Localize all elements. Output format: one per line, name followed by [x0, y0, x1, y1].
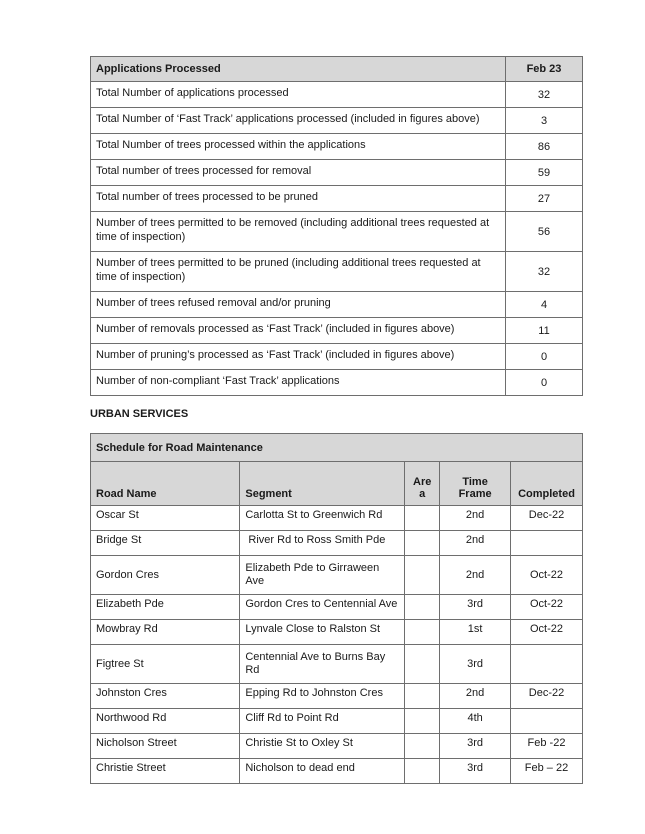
- table-row: [91, 108, 583, 134]
- application-metric-value: 32: [506, 82, 583, 108]
- application-metric-value: 27: [506, 186, 583, 212]
- application-metric-label: Total number of trees processed for removal: [91, 160, 506, 186]
- time-frame-cell: 3rd: [440, 595, 511, 620]
- application-metric-value: 0: [506, 344, 583, 370]
- table-row: [91, 134, 583, 160]
- table-row: [91, 684, 583, 709]
- completed-cell: [511, 709, 583, 734]
- road-name-cell: Northwood Rd: [91, 709, 240, 734]
- area-cell: [405, 645, 440, 684]
- table-row: [91, 506, 583, 531]
- road-name-cell: Bridge St: [91, 531, 240, 556]
- applications-header-label: Applications Processed: [91, 57, 506, 82]
- completed-cell: Oct-22: [511, 595, 583, 620]
- table-row: [91, 734, 583, 759]
- application-metric-label: Total number of trees processed to be pruned: [91, 186, 506, 212]
- completed-cell: Dec-22: [511, 684, 583, 709]
- segment-cell: Christie St to Oxley St: [240, 734, 405, 759]
- applications-header-row: [91, 57, 583, 82]
- table-row: [91, 759, 583, 784]
- table-row: [91, 620, 583, 645]
- segment-cell: Gordon Cres to Centennial Ave: [240, 595, 405, 620]
- table-row: [91, 709, 583, 734]
- application-metric-label: Number of pruning’s processed as ‘Fast Track’ (included in figures above): [91, 344, 506, 370]
- application-metric-label: Number of trees permitted to be pruned (including additional trees requested at time of inspection): [91, 252, 506, 292]
- column-header-segment: Segment: [240, 462, 405, 506]
- table-row: [91, 318, 583, 344]
- road-name-cell: Gordon Cres: [91, 556, 240, 595]
- table-row: [91, 252, 583, 292]
- time-frame-cell: 2nd: [440, 684, 511, 709]
- road-name-cell: Nicholson Street: [91, 734, 240, 759]
- road-name-cell: Oscar St: [91, 506, 240, 531]
- time-frame-cell: 2nd: [440, 556, 511, 595]
- time-frame-cell: 1st: [440, 620, 511, 645]
- area-cell: [405, 709, 440, 734]
- time-frame-cell: 4th: [440, 709, 511, 734]
- road-name-cell: Mowbray Rd: [91, 620, 240, 645]
- application-metric-label: Number of trees permitted to be removed (including additional trees requested at time of inspection): [91, 212, 506, 252]
- table-row: [91, 160, 583, 186]
- urban-services-heading: URBAN SERVICES: [90, 408, 189, 420]
- time-frame-cell: 2nd: [440, 506, 511, 531]
- column-header-completed: Completed: [511, 462, 583, 506]
- road-table-header-row: [91, 462, 583, 506]
- column-header-area: [405, 462, 440, 506]
- completed-cell: Oct-22: [511, 620, 583, 645]
- road-name-cell: Figtree St: [91, 645, 240, 684]
- segment-cell: Centennial Ave to Burns Bay Rd: [240, 645, 405, 684]
- table-row: [91, 556, 583, 595]
- road-table-caption: Schedule for Road Maintenance: [91, 434, 583, 462]
- road-name-cell: Elizabeth Pde: [91, 595, 240, 620]
- table-row: [91, 645, 583, 684]
- table-row: [91, 82, 583, 108]
- segment-cell: Lynvale Close to Ralston St: [240, 620, 405, 645]
- table-row: [91, 531, 583, 556]
- application-metric-value: 59: [506, 160, 583, 186]
- area-cell: [405, 759, 440, 784]
- table-row: [91, 212, 583, 252]
- time-frame-cell: 3rd: [440, 645, 511, 684]
- applications-header-period: Feb 23: [506, 57, 583, 82]
- road-table-caption-row: [91, 434, 583, 462]
- application-metric-value: 3: [506, 108, 583, 134]
- time-frame-cell: 3rd: [440, 734, 511, 759]
- completed-cell: Feb -22: [511, 734, 583, 759]
- time-frame-cell: 2nd: [440, 531, 511, 556]
- time-frame-header-line1: Time: [462, 476, 488, 488]
- time-frame-cell: 3rd: [440, 759, 511, 784]
- segment-cell: Epping Rd to Johnston Cres: [240, 684, 405, 709]
- table-row: [91, 370, 583, 396]
- segment-cell: Nicholson to dead end: [240, 759, 405, 784]
- segment-cell: Carlotta St to Greenwich Rd: [240, 506, 405, 531]
- area-cell: [405, 556, 440, 595]
- applications-processed-table: [90, 56, 583, 396]
- table-row: [91, 186, 583, 212]
- table-row: [91, 292, 583, 318]
- table-row: [91, 595, 583, 620]
- road-name-cell: Christie Street: [91, 759, 240, 784]
- table-row: [91, 344, 583, 370]
- area-cell: [405, 620, 440, 645]
- application-metric-label: Total Number of ‘Fast Track’ applications processed (included in figures above): [91, 108, 506, 134]
- completed-cell: [511, 645, 583, 684]
- completed-cell: Oct-22: [511, 556, 583, 595]
- application-metric-value: 86: [506, 134, 583, 160]
- area-cell: [405, 734, 440, 759]
- area-header-line1: Are: [413, 476, 432, 488]
- column-header-time-frame: [440, 462, 511, 506]
- road-name-cell: Johnston Cres: [91, 684, 240, 709]
- application-metric-label: Number of trees refused removal and/or pruning: [91, 292, 506, 318]
- application-metric-value: 56: [506, 212, 583, 252]
- application-metric-value: 4: [506, 292, 583, 318]
- application-metric-label: Total Number of applications processed: [91, 82, 506, 108]
- segment-cell: River Rd to Ross Smith Pde: [240, 531, 405, 556]
- road-maintenance-table: [90, 433, 583, 784]
- area-cell: [405, 684, 440, 709]
- area-cell: [405, 531, 440, 556]
- segment-cell: Cliff Rd to Point Rd: [240, 709, 405, 734]
- application-metric-label: Number of non-compliant ‘Fast Track’ applications: [91, 370, 506, 396]
- completed-cell: Feb – 22: [511, 759, 583, 784]
- application-metric-label: Total Number of trees processed within the applications: [91, 134, 506, 160]
- application-metric-value: 11: [506, 318, 583, 344]
- completed-cell: [511, 531, 583, 556]
- completed-cell: Dec-22: [511, 506, 583, 531]
- column-header-road-name: Road Name: [91, 462, 240, 506]
- area-cell: [405, 595, 440, 620]
- area-cell: [405, 506, 440, 531]
- application-metric-value: 0: [506, 370, 583, 396]
- segment-cell: Elizabeth Pde to Girraween Ave: [240, 556, 405, 595]
- area-header-line2: a: [419, 488, 426, 500]
- time-frame-header-line2: Frame: [458, 488, 492, 500]
- application-metric-label: Number of removals processed as ‘Fast Track’ (included in figures above): [91, 318, 506, 344]
- application-metric-value: 32: [506, 252, 583, 292]
